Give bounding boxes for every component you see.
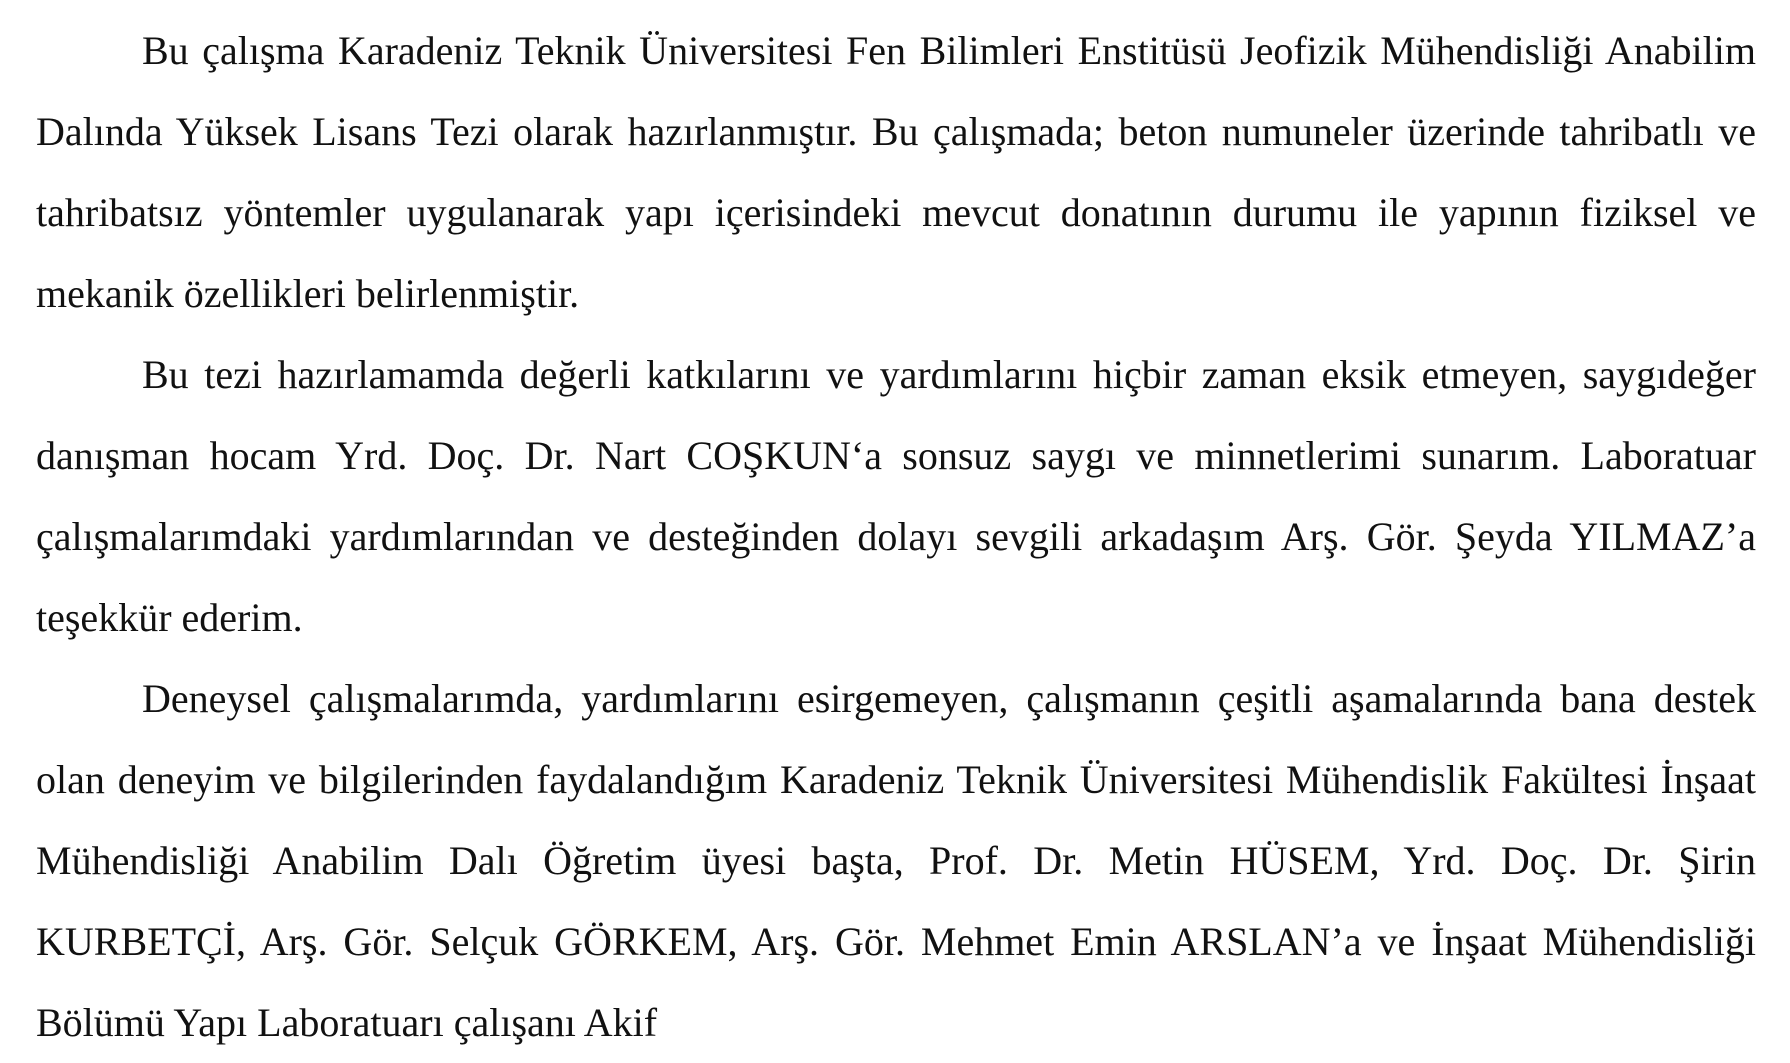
paragraph-advisor-thanks: Bu tezi hazırlamamda değerli katkılarını ve yardımlarını hiçbir zaman eksik etmeyen, saygıdeğer danışman hocam Yrd. Doç. Dr. Nart COŞKUN‘a sonsuz saygı ve minnetlerimi sunarım. Laboratuar çalışmalarımdaki yardımlarından ve desteğinden dolayı sevgili arkadaşım Arş. Gör. Şeyda YILMAZ’a teşekkür ederim.	[36, 352, 1756, 640]
paragraph-lab-thanks: Deneysel çalışmalarımda, yardımlarını esirgemeyen, çalışmanın çeşitli aşamalarında bana destek olan deneyim ve bilgilerinden faydalandığım Karadeniz Teknik Üniversitesi Mühendislik Fakültesi İnşaat Mühendisliği Anabilim Dalı Öğretim üyesi başta, Prof. Dr. Metin HÜSEM, Yrd. Doç. Dr. Şirin KURBETÇİ, Arş. Gör. Selçuk GÖRKEM, Arş. Gör. Mehmet Emin ARSLAN’a ve İnşaat Mühendisliği Bölümü Yapı Laboratuarı çalışanı Akif	[36, 676, 1756, 1045]
document-page	[36, 10, 1756, 1063]
paragraph-thesis-intro: Bu çalışma Karadeniz Teknik Üniversitesi Fen Bilimleri Enstitüsü Jeofizik Mühendisliği Anabilim Dalında Yüksek Lisans Tezi olarak hazırlanmıştır. Bu çalışmada; beton numuneler üzerinde tahribatlı ve tahribatsız yöntemler uygulanarak yapı içerisindeki mevcut donatının durumu ile yapının fiziksel ve mekanik özellikleri belirlenmiştir.	[36, 28, 1756, 316]
